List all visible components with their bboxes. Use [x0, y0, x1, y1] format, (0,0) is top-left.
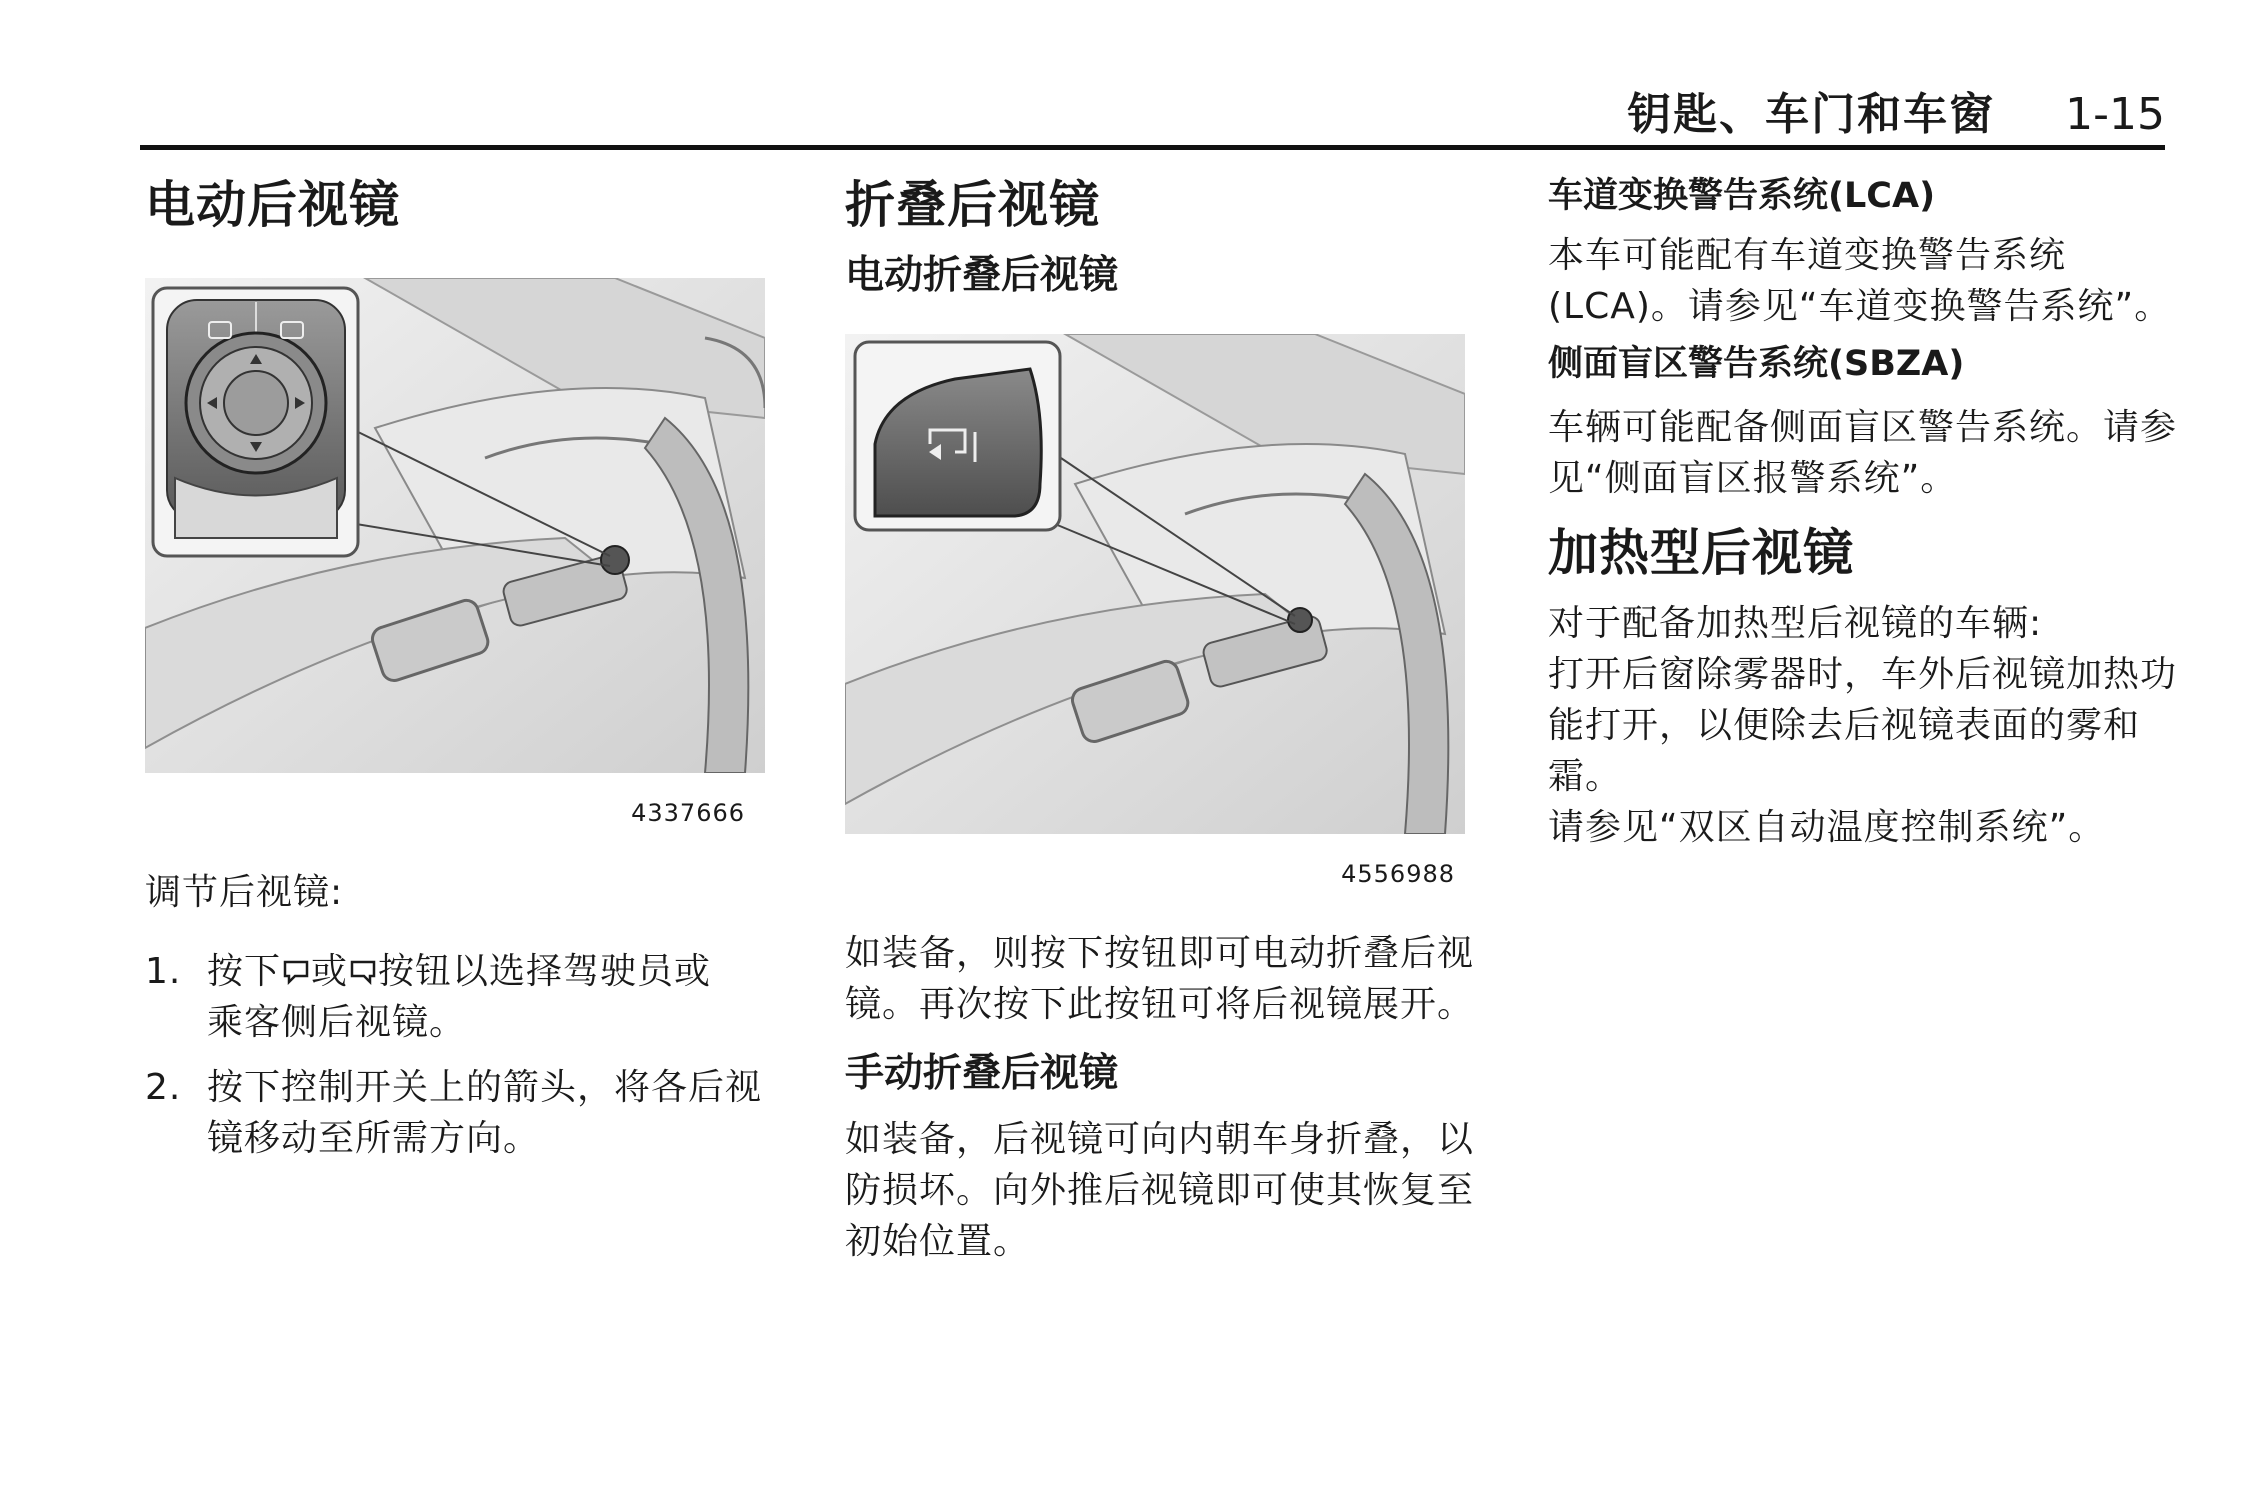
- subheading-sbza: 侧面盲区警告系统(SBZA): [1548, 344, 1965, 384]
- figure-mirror-control: [145, 278, 765, 773]
- column-electric-mirrors: [145, 170, 765, 1178]
- manual-folding-text: 如装备，后视镜可向内朝车身折叠，以防损坏。向外推后视镜即可使其恢复至初始位置。: [845, 1119, 1475, 1262]
- left-mirror-icon: [281, 956, 311, 986]
- page-header: [0, 0, 2245, 150]
- column-folding-mirrors: [845, 170, 1475, 1267]
- subheading-lca: 车道变换警告系统(LCA): [1548, 176, 1936, 216]
- section-heading-folding-mirrors: 折叠后视镜: [845, 176, 1100, 234]
- running-header: [1627, 78, 2165, 142]
- lca-text: 本车可能配有车道变换警告系统(LCA)。请参见“车道变换警告系统”。: [1548, 235, 2172, 327]
- header-rule: [140, 145, 2165, 150]
- power-folding-text: 如装备，则按下按钮即可电动折叠后视镜。再次按下此按钮可将后视镜展开。: [845, 933, 1475, 1025]
- list-item: 2. 按下控制开关上的箭头，将各后视镜移动至所需方向。: [145, 1067, 763, 1159]
- door-panel-illustration: [145, 278, 765, 773]
- heated-intro: 对于配备加热型后视镜的车辆:: [1548, 603, 2043, 644]
- sbza-text: 车辆可能配备侧面盲区警告系统。请参见“侧面盲区报警系统”。: [1548, 407, 2178, 499]
- door-panel-fold-illustration: [845, 334, 1465, 834]
- page-number: 1-15: [2065, 89, 2165, 140]
- list-item: 1. 按下 或 按钮以选择驾驶员或 乘客侧后视镜。: [145, 951, 712, 1043]
- intro-text: 调节后视镜:: [145, 872, 344, 913]
- subheading-power-folding: 电动折叠后视镜: [845, 253, 1119, 298]
- subheading-manual-folding: 手动折叠后视镜: [845, 1051, 1119, 1096]
- right-mirror-icon: [348, 956, 378, 986]
- section-heading-electric-mirrors: 电动后视镜: [145, 176, 400, 234]
- figure-code: 4556988: [1341, 860, 1455, 888]
- section-heading-heated-mirrors: 加热型后视镜: [1548, 524, 1854, 582]
- heated-text: 打开后窗除雾器时，车外后视镜加热功能打开，以便除去后视镜表面的雾和霜。: [1548, 654, 2178, 797]
- heated-reference: 请参见“双区自动温度控制系统”。: [1548, 807, 2106, 848]
- figure-fold-button: [845, 334, 1465, 834]
- column-warning-and-heated: [1548, 170, 2188, 853]
- adjust-steps: [145, 946, 765, 1164]
- chapter-title: 钥匙、车门和车窗: [1627, 89, 1996, 140]
- figure-code: 4337666: [631, 799, 745, 827]
